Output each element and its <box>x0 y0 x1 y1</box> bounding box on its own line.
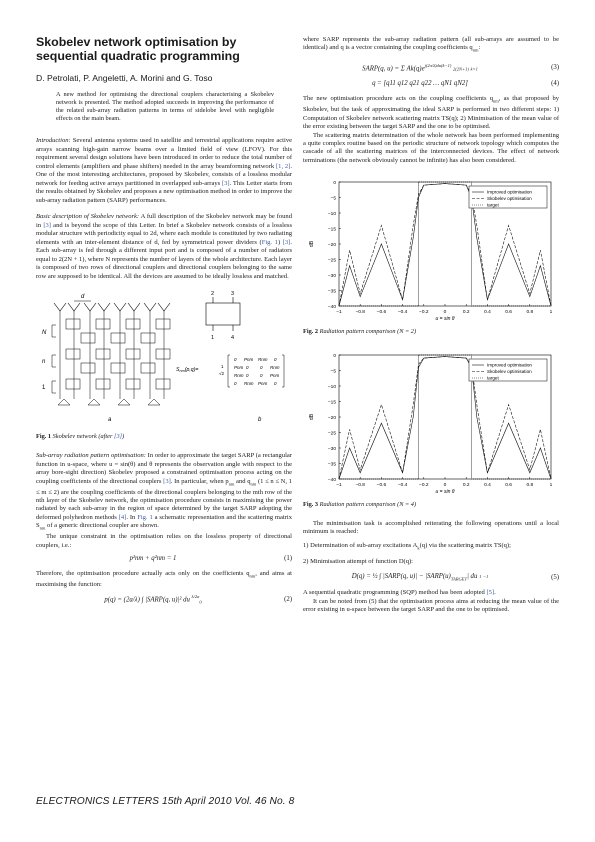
basic-fig-ref[interactable]: Fig. 1 <box>261 238 278 246</box>
fig1-port-2: 2 <box>211 291 215 298</box>
fig3-xlabel: u = sin θ <box>435 488 455 495</box>
fig2-xtick-label: 1 <box>549 309 553 315</box>
svg-text:0: 0 <box>274 357 277 363</box>
fig1-port-4: 4 <box>231 335 235 342</box>
equation-5-body: D(q) = ½ ∫ |SARP(q, u)| − |SARP(u) <box>351 572 451 580</box>
fig2-legend-label: Skobelev optimisation <box>487 195 532 201</box>
fig2-ytick-label: −40 <box>327 304 336 310</box>
equation-2-upper-limit: λ/2a <box>191 594 200 600</box>
equation-3-exponent: j(2π/λ)du(k−1) <box>424 63 452 69</box>
title-line-2: sequential quadratic programming <box>36 48 240 63</box>
fig2-caption-num: Fig. 2 <box>303 327 319 335</box>
figure-2-chart <box>303 174 559 324</box>
fig3-xtick-label: −1 <box>336 482 342 488</box>
equation-3-lower: k=1 <box>470 66 478 72</box>
equation-2 <box>36 594 292 605</box>
fig2-xlabel: u = sin θ <box>435 315 455 322</box>
fig1-label-1: 1 <box>42 385 46 392</box>
equation-5-end: | du <box>466 572 478 580</box>
fig2-ytick-label: 0 <box>333 180 336 186</box>
scattering-paragraph: The scattering matrix determination of the whole network has been performed implementing a quite complex routine based on the periodic structure of network topology which computes the cascade of all the scattering matrices of the interconnected devices. The effect of network terminations (the network obviously cannot be infinite) has also been considered. <box>303 131 559 164</box>
intro-ref-2[interactable]: [3] <box>221 179 230 187</box>
fig2-xtick-label: −1 <box>336 309 342 315</box>
equation-3-body: SARP(q, u) = Σ Ak(q)e <box>362 65 425 73</box>
sarp-def-text-1: where SARP represents the sub-array radiation pattern (all sub-arrays are assumed to be identical) and q is a vector containing the coupling coefficients q <box>303 36 559 52</box>
svg-text:Pnm: Pnm <box>244 357 254 363</box>
equation-4-number: (4) <box>551 80 559 88</box>
equation-5-number: (5) <box>551 573 559 581</box>
fig1-network-grid <box>52 311 170 405</box>
equation-4 <box>303 80 559 87</box>
subarray-text-5: . In <box>126 513 138 521</box>
basic-paragraph <box>36 213 292 281</box>
therefore-text-2: , and aims at maximising the function: <box>36 569 292 588</box>
intro-text-3: . This Letter starts from the results obtained by Skobelev and proposes a new optimisation method in order to improve the sub-array radiation pattern (SARP) performances. <box>36 179 292 204</box>
svg-text:Pnm: Pnm <box>258 381 268 387</box>
fig1-coupler <box>206 297 240 331</box>
intro-paragraph <box>36 137 292 205</box>
fig2-xtick-label: 0.6 <box>505 309 512 315</box>
equation-3 <box>303 63 559 72</box>
fig3-ytick-label: −10 <box>327 384 336 390</box>
new-procedure-text-1: The new optimisation procedure acts on the coupling coefficients q <box>303 95 494 103</box>
step-1-text-b: (q) via the scattering matrix TS(q); <box>419 541 511 549</box>
fig3-ytick-label: −25 <box>327 431 336 437</box>
intro-ref-1[interactable]: [1, 2] <box>275 162 291 170</box>
fig3-caption-num: Fig. 3 <box>303 500 319 508</box>
subarray-text-4: (1 ≤ n ≤ N, 1 ≤ m ≤ 2) are the coupling coefficients of the directional couplers belonging to the mth row of the nth layer of the Skobelev network, the optimisation procedure consists in maximising the power radiated by each sub-array in the region of space determined by the target SARP adopting the deformed polyhedron methods <box>36 477 292 521</box>
svg-text:0: 0 <box>234 381 237 387</box>
equation-2-body: p(q) = (2a/λ) ∫ |SARP(q, u)|² du <box>104 596 190 604</box>
equation-1-number: (1) <box>284 554 292 562</box>
new-procedure-paragraph: The new optimisation procedure acts on the coupling coefficients $q_{nm}$, as that proposed by Skobelev, but the task of approximating the ideal SARP is performed in two different steps: 1) Computation of Skobelev network scattering matrix TS(q); 2) Minimisation of the mean value of the error existing between the target SARP and the one to be optimised. <box>303 95 559 131</box>
subarray-text-2: . In particular, when p <box>170 477 229 485</box>
title-line-1: Skobelev network optimisation by <box>36 35 237 49</box>
fig1-label-N: N <box>42 330 47 337</box>
basic-ref-3[interactable]: [3] <box>282 238 291 246</box>
fig1-caption-text: Skobelev network (after <box>51 433 114 441</box>
new-procedure-text-2: , as that proposed by Skobelev, but the task of approximating the ideal SARP is performed in two different steps: 1) Computation of Skobelev network scattering matrix TS(q); 2) Minimisation of the mean value of the error existing between the target SARP and the one to be optimised. <box>303 95 559 131</box>
basic-heading: Basic description of Skobelev network: <box>36 213 140 221</box>
therefore-paragraph: Therefore, the optimisation procedure actually acts only on the coefficients $q_{nm}$, and aims at maximising the function: <box>36 569 292 588</box>
fig2-xtick-label: 0.2 <box>462 309 470 315</box>
minimisation-paragraph: The minimisation task is accomplished reiterating the following operations until a local minimum is reached: <box>303 519 559 536</box>
fig1-sub-a: a <box>108 417 112 424</box>
fig2-xtick-label: 0.8 <box>526 309 534 315</box>
fig3-xtick-label: −0.4 <box>397 482 408 488</box>
fig2-caption <box>303 328 559 335</box>
fig3-xtick-label: 1 <box>549 482 553 488</box>
svg-text:Rnm: Rnm <box>244 381 254 387</box>
basic-text-4: . Each sub-array is fed through a different input port and is composed of a number of radiators equal to 2(2N + 1), where N represents the number of layers of the whole architecture. Each layer is composed of two rows of directional couplers and directional couplers belonging to the same row are supposed to be identical. All the devices are assumed to be ideally lossless and matched. <box>36 238 292 280</box>
fig3-ytick-label: −5 <box>330 369 336 375</box>
left-column <box>36 36 292 613</box>
subarray-paragraph: Sub-array radiation pattern optimisation: In order to approximate the target SARP (a rectangular function in u-space, where u = sin(θ) and θ represents the observation angle with respect to the array bore-sight direction) Skobelev proposed a constrained optimisation process acting on the coupling coefficients of the directional couplers [3]. In particular, when $p_{nm}$ and $q_{nm}$ (1 ≤ n ≤ N, 1 ≤ m ≤ 2) are the coupling coefficients of the directional couplers belonging to the mth row of the nth layer of the Skobelev network, the optimisation procedure consists in maximising the power radiated by each sub-array in the region of space determined by the target SARP adopting the deformed polyhedron methods [4]. In Fig. 1 a schematic representation and the scattering matrix $S_{nm}$ of a generic directional coupler are shown. <box>36 452 293 531</box>
fig2-xtick-label: 0 <box>443 309 447 315</box>
sarp-definition-paragraph: where SARP represents the sub-array radiation pattern (all sub-arrays are assumed to be identical) and q is a vector containing the coupling coefficients $q_{nm}$: <box>303 36 559 53</box>
fig3-xtick-label: −0.6 <box>376 482 387 488</box>
fig3-ylabel: dB <box>309 413 315 420</box>
step-1: 1) Determination of sub-array excitations $A_k(q)$ via the scattering matrix TS(q); <box>303 541 511 550</box>
equation-2-number: (2) <box>284 596 292 603</box>
equation-4-math: q = [q11 q12 q21 q22 … qN1 qN2] <box>372 80 468 88</box>
fig1-radiators <box>54 303 170 311</box>
equation-3-upper: 2(2N+1) <box>453 66 469 72</box>
svg-text:0: 0 <box>274 381 277 387</box>
fig1-sqrt2: √2 <box>219 371 224 377</box>
fig2-ytick-label: −25 <box>327 258 336 264</box>
subarray-ref-1[interactable]: [3] <box>163 477 171 485</box>
fig3-ytick-label: −35 <box>327 462 336 468</box>
fig1-caption-end: ) <box>122 433 125 441</box>
equation-5-target: TARGET <box>450 576 467 582</box>
fig2-xtick-label: 0.4 <box>484 309 491 315</box>
fig3-caption-text: Radiation pattern comparison (N = 4) <box>318 500 417 508</box>
fig2-ytick-label: −20 <box>327 242 336 248</box>
fig3-legend-label: Skobelev optimisation <box>487 368 532 374</box>
equation-5-lower: −1 <box>483 573 489 579</box>
svg-text:Rnm: Rnm <box>258 357 268 363</box>
fig2-legend-label: Improved optimisation <box>487 189 532 195</box>
author-list: D. Petrolati, P. Angeletti, A. Morini and G. Toso <box>36 73 213 83</box>
equation-2-math <box>36 594 270 605</box>
fig2-ytick-label: −30 <box>327 273 336 279</box>
basic-ref-1[interactable]: [3] <box>43 221 51 229</box>
abstract: A new method for optimising the directional couplers characterising a Skobelev network is presented. The method adopted succeeds in improving the performance of the related sub-array radiation patterns in terms of sidelobe level with negligible effects on the main beam. <box>56 91 274 123</box>
fig3-xtick-label: 0.6 <box>505 482 512 488</box>
figure-1-skobelev-network <box>36 289 292 429</box>
equation-5-upper: 1 <box>479 573 482 579</box>
fig1-half: 1 <box>221 364 224 370</box>
equation-5-math <box>303 573 537 581</box>
basic-text-1: A full description of the Skobelev network may be found in <box>36 213 292 229</box>
subarray-text-6: a schematic representation and the scattering matrix S <box>36 513 293 530</box>
subarray-heading: Sub-array radiation pattern optimisation: <box>36 452 146 460</box>
fig2-xtick-label: −0.4 <box>397 309 408 315</box>
equation-1 <box>36 555 292 562</box>
fig1-label-d: d <box>81 294 85 301</box>
fig2-legend-label: target <box>487 202 499 208</box>
fig1-caption-ref[interactable]: [3] <box>114 433 123 441</box>
fig3-ytick-label: −15 <box>327 400 336 406</box>
sqp-text-2: . <box>494 589 496 597</box>
fig1-port-1: 1 <box>211 335 215 342</box>
fig1-caption-num: Fig. 1 <box>36 433 52 441</box>
fig2-caption-text: Radiation pattern comparison (N = 2) <box>318 327 417 335</box>
basic-text-2: and is beyond the scope of this Letter. In brief a Skobelev network consists of a lossless modular structure with periodicity equal to 2d, where each module is constituted by two radiating elements with an inter-element distance of d, fed by symmetrical power dividers ( <box>36 221 292 246</box>
equation-5 <box>303 573 559 581</box>
fig1-label-n: n <box>42 359 46 366</box>
fig2-ytick-label: −10 <box>327 211 336 217</box>
right-column <box>303 36 559 615</box>
basic-text-3: ) <box>277 238 283 246</box>
subarray-text-7: of a generic directional coupler are shown. <box>45 522 159 530</box>
fig2-ytick-label: −15 <box>327 227 336 233</box>
fig2-xtick-label: −0.6 <box>376 309 387 315</box>
equation-3-math <box>303 63 537 72</box>
fig2-ytick-label: −5 <box>330 196 336 202</box>
svg-text:Pnm: Pnm <box>270 373 280 379</box>
subarray-text-1: In order to approximate the target SARP (a rectangular function in u-space, where u = sin(θ) and θ represents the observation angle with respect to the array bore-sight direction) Skobelev proposed a constrained optimisation process acting on the coupling coefficients of the directional couplers <box>36 452 292 485</box>
step-1-text-a: 1) Determination of sub-array excitations A <box>303 541 418 549</box>
fig2-xtick-label: −0.8 <box>355 309 365 315</box>
fig2-ytick-label: −35 <box>327 289 336 295</box>
fig1-caption <box>36 433 292 440</box>
svg-text:0: 0 <box>260 365 263 371</box>
svg-text:Rnm: Rnm <box>234 373 244 379</box>
sqp-text-1: A sequential quadratic programming (SQP) method has been adopted <box>303 589 487 597</box>
fig3-legend-label: Improved optimisation <box>487 362 532 368</box>
subarray-fig-ref[interactable]: Fig. 1 <box>137 513 153 521</box>
svg-text:0: 0 <box>234 357 237 363</box>
journal-footer: ELECTRONICS LETTERS 15th April 2010 Vol. 46 No. 8 <box>36 796 295 807</box>
equation-3-number: (3) <box>551 64 559 72</box>
intro-text-1: Several antenna systems used in satellite and terrestrial applications require active arrays scanning high-gain narrow beams over a limited field of view (LFOV). For this requirement several design solutions have been introduced in order to reduce the total number of control elements (amplifiers and phase shifters) needed in the array beamforming network <box>36 137 292 170</box>
fig3-xtick-label: 0.4 <box>484 482 491 488</box>
sarp-def-text-2: : <box>478 44 481 52</box>
constraint-paragraph: The unique constraint in the optimisation relies on the lossless property of directional couplers, i.e.: <box>36 533 292 549</box>
fig3-ytick-label: 0 <box>333 353 336 359</box>
fig3-xtick-label: −0.8 <box>355 482 365 488</box>
fig3-legend-label: target <box>487 375 499 381</box>
intro-text-2: . One of the most interesting architectures, proposed by Skobelev, consists of a lossless modular network for feeding active arrays partitioned in overlapped sub-arrays <box>36 162 292 187</box>
fig2-xtick-label: −0.2 <box>419 309 429 315</box>
fig1-matrix-entries <box>234 357 280 386</box>
fig3-xtick-label: −0.2 <box>419 482 429 488</box>
svg-text:Pnm: Pnm <box>234 365 244 371</box>
sqp-paragraph <box>303 589 559 597</box>
fig1-smatrix-symbol: Snm(p,q)= <box>176 367 199 374</box>
svg-text:Rnm: Rnm <box>270 365 280 371</box>
sqp-ref[interactable]: [5] <box>486 589 495 597</box>
therefore-text-1: Therefore, the optimisation procedure actually acts only on the coefficients q <box>36 569 250 577</box>
note-paragraph: It can be noted from (5) that the optimisation process aims at reducing the mean value of the error existing in u-space between the target SARP and the one to be optimised. <box>303 597 559 614</box>
equation-2-lower-limit: 0 <box>199 599 202 605</box>
subarray-text-3: and q <box>234 477 251 485</box>
equation-1-math: p²nm + q²nm = 1 <box>129 554 177 562</box>
svg-text:0: 0 <box>246 365 249 371</box>
fig3-xtick-label: 0.8 <box>526 482 534 488</box>
intro-heading: Introduction: <box>36 137 71 145</box>
fig1-sub-b: b <box>258 417 262 424</box>
paper-title <box>36 36 292 63</box>
fig1-port-3: 3 <box>231 291 235 298</box>
fig3-caption <box>303 501 559 508</box>
fig3-ytick-label: −30 <box>327 446 336 452</box>
step-2: 2) Minimisation attempt of function D(q): <box>303 558 414 566</box>
svg-text:0: 0 <box>260 373 263 379</box>
figure-3-chart <box>303 347 559 497</box>
fig3-xtick-label: 0.2 <box>462 482 470 488</box>
fig3-ytick-label: −40 <box>327 477 336 483</box>
svg-text:0: 0 <box>246 373 249 379</box>
subarray-ref-2[interactable]: [4] <box>118 513 127 521</box>
fig3-xtick-label: 0 <box>443 482 447 488</box>
fig2-ylabel: dB <box>309 240 315 247</box>
fig3-ytick-label: −20 <box>327 415 336 421</box>
